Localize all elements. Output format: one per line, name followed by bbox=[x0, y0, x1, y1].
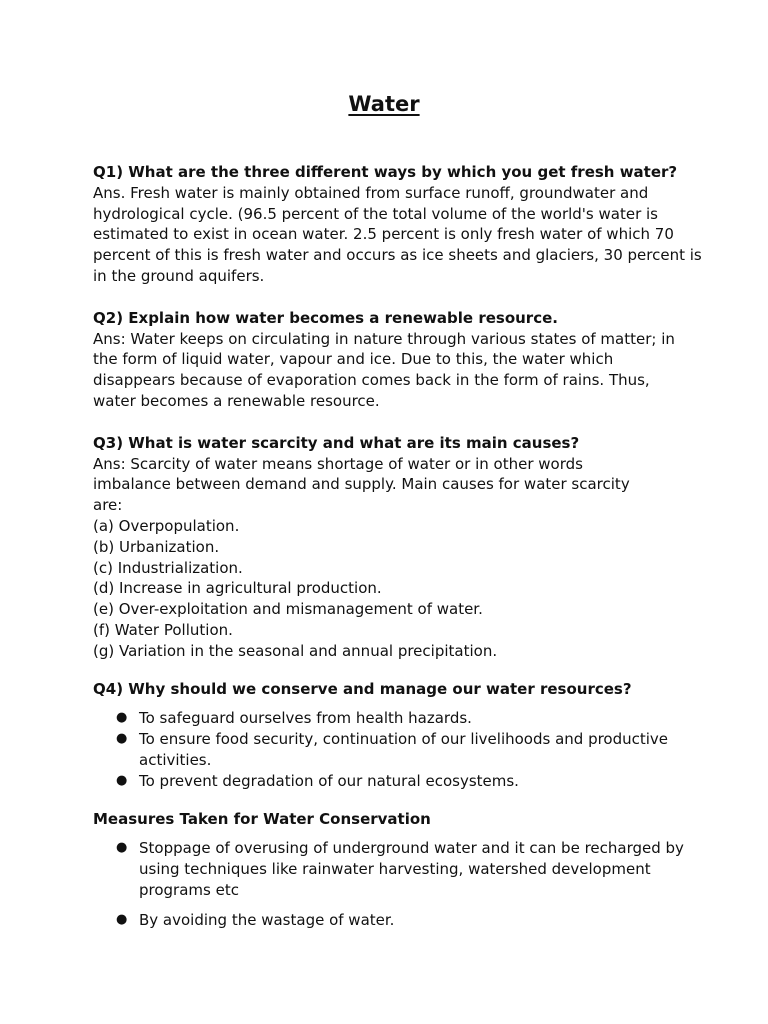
answer-line: percent of this is fresh water and occurs as ice sheets and glaciers, 30 percent is bbox=[93, 246, 702, 265]
answer-line: Ans. Fresh water is mainly obtained from surface runoff, groundwater and bbox=[93, 183, 649, 202]
bullet-icon: ● bbox=[116, 911, 128, 927]
list-item-text: activities. bbox=[139, 750, 212, 769]
bullet-icon: ● bbox=[116, 772, 128, 788]
bullet-icon: ● bbox=[116, 731, 128, 747]
bullet-icon: ● bbox=[116, 710, 128, 726]
question-block-q1 bbox=[93, 162, 702, 287]
list-item-text: programs etc bbox=[139, 880, 239, 899]
answer-line: the form of liquid water, vapour and ice. Due to this, the water which bbox=[93, 350, 614, 369]
answer-line: in the ground aquifers. bbox=[93, 266, 265, 285]
question-block-q3 bbox=[93, 433, 693, 662]
answer-line: hydrological cycle. (96.5 percent of the total volume of the world's water is bbox=[93, 204, 658, 223]
question-q3: Q3) What is water scarcity and what are its main causes? bbox=[93, 433, 580, 452]
cause-item: (a) Overpopulation. bbox=[93, 516, 240, 535]
bullet-icon: ● bbox=[116, 840, 128, 856]
cause-item: (b) Urbanization. bbox=[93, 537, 220, 556]
answer-line: Ans: Scarcity of water means shortage of water or in other words bbox=[93, 454, 583, 473]
list-item-text: To safeguard ourselves from health hazards. bbox=[139, 709, 472, 728]
list-item bbox=[93, 708, 693, 729]
list-item bbox=[93, 838, 693, 900]
question-q1: Q1) What are the three different ways by which you get fresh water? bbox=[93, 163, 678, 181]
page-title: Water bbox=[348, 92, 420, 116]
list-item-text: To ensure food security, continuation of our livelihoods and productive bbox=[139, 730, 669, 749]
cause-item: (f) Water Pollution. bbox=[93, 620, 233, 639]
bullet-list bbox=[93, 708, 693, 791]
bullet-list bbox=[93, 838, 693, 930]
list-item bbox=[93, 910, 693, 931]
list-item-text: using techniques like rainwater harvesting, watershed development bbox=[139, 860, 651, 879]
cause-item: (g) Variation in the seasonal and annual precipitation. bbox=[93, 641, 498, 660]
question-q4: Q4) Why should we conserve and manage our water resources? bbox=[93, 679, 632, 698]
list-item bbox=[93, 771, 693, 792]
list-item-text: Stoppage of overusing of underground water and it can be recharged by bbox=[139, 839, 684, 858]
cause-item: (d) Increase in agricultural production. bbox=[93, 579, 382, 598]
answer-line: estimated to exist in ocean water. 2.5 percent is only fresh water of which 70 bbox=[93, 225, 674, 244]
cause-item: (e) Over-exploitation and mismanagement of water. bbox=[93, 600, 483, 619]
section-heading: Measures Taken for Water Conservation bbox=[93, 809, 431, 828]
question-q2: Q2) Explain how water becomes a renewable resource. bbox=[93, 308, 558, 327]
question-block-q2 bbox=[93, 308, 693, 412]
list-item-text: By avoiding the wastage of water. bbox=[139, 910, 395, 929]
question-block-q4 bbox=[93, 679, 693, 792]
answer-line: water becomes a renewable resource. bbox=[93, 391, 380, 410]
answer-line: are: bbox=[93, 496, 123, 515]
answer-line: disappears because of evaporation comes back in the form of rains. Thus, bbox=[93, 371, 650, 390]
document-body bbox=[93, 162, 702, 931]
answer-line: imbalance between demand and supply. Main causes for water scarcity bbox=[93, 475, 630, 494]
list-item bbox=[93, 729, 693, 771]
answer-line: Ans: Water keeps on circulating in nature through various states of matter; in bbox=[93, 329, 675, 348]
cause-item: (c) Industrialization. bbox=[93, 558, 243, 577]
list-item-text: To prevent degradation of our natural ecosystems. bbox=[139, 771, 519, 790]
measures-block bbox=[93, 809, 693, 931]
